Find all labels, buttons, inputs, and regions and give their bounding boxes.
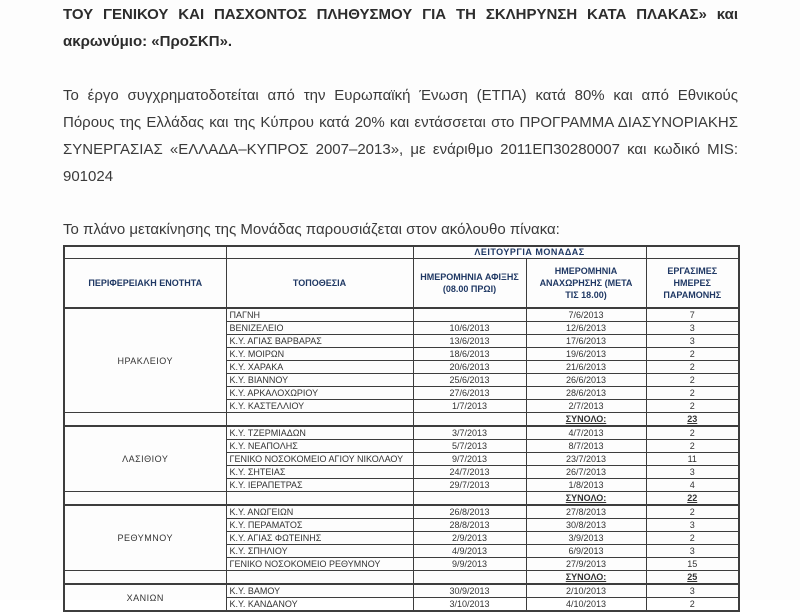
departure-date-cell: 23/7/2013 xyxy=(526,453,646,466)
arrival-date-cell: 2/9/2013 xyxy=(413,532,526,545)
departure-date-cell: 19/6/2013 xyxy=(526,348,646,361)
total-row xyxy=(64,413,739,427)
arrival-date-cell: 26/8/2013 xyxy=(413,505,526,519)
total-empty-region xyxy=(64,571,226,585)
location-cell: Κ.Υ. ΑΓΙΑΣ ΦΩΤΕΙΝΗΣ xyxy=(226,532,413,545)
arrival-date-cell: 3/10/2013 xyxy=(413,598,526,612)
working-days-cell: 2 xyxy=(646,400,739,413)
working-days-cell: 2 xyxy=(646,374,739,387)
table-intro-text: Το πλάνο μετακίνησης της Μονάδας παρουσιάζεται στον ακόλουθο πίνακα: xyxy=(63,221,560,238)
total-empty-location xyxy=(226,492,413,506)
total-row xyxy=(64,571,739,585)
location-cell: Κ.Υ. ΒΙΑΝΝΟΥ xyxy=(226,374,413,387)
arrival-date-cell: 13/6/2013 xyxy=(413,335,526,348)
document-content xyxy=(63,0,738,612)
working-days-cell: 2 xyxy=(646,440,739,453)
departure-date-cell: 21/6/2013 xyxy=(526,361,646,374)
departure-date-cell: 4/7/2013 xyxy=(526,426,646,440)
total-empty-region xyxy=(64,413,226,427)
region-cell: ΗΡΑΚΛΕΙΟΥ xyxy=(64,308,226,413)
col-header-arrival: ΗΜΕΡΟΜΗΝΙΑ ΑΦΙΞΗΣ (08.00 ΠΡΩΙ) xyxy=(413,259,526,309)
arrival-date-cell: 18/6/2013 xyxy=(413,348,526,361)
movement-table-body xyxy=(64,308,739,611)
departure-date-cell: 2/7/2013 xyxy=(526,400,646,413)
location-cell: Κ.Υ. ΣΗΤΕΙΑΣ xyxy=(226,466,413,479)
arrival-date-cell: 1/7/2013 xyxy=(413,400,526,413)
working-days-cell: 2 xyxy=(646,505,739,519)
working-days-cell: 3 xyxy=(646,335,739,348)
working-days-cell: 2 xyxy=(646,426,739,440)
arrival-date-cell: 9/9/2013 xyxy=(413,558,526,571)
total-label: ΣΥΝΟΛΟ: xyxy=(526,413,646,427)
working-days-cell: 2 xyxy=(646,532,739,545)
working-days-cell: 11 xyxy=(646,453,739,466)
departure-date-cell: 27/9/2013 xyxy=(526,558,646,571)
working-days-cell: 15 xyxy=(646,558,739,571)
funding-paragraph: Το έργο συγχρηματοδοτείται από την Ευρωπαϊκή Ένωση (ΕΤΠΑ) κατά 80% και από Εθνικούς Πόρους της Ελλάδας και της Κύπρου κατά 20% και εντάσσεται στο ΠΡΟΓΡΑΜΜΑ ΔΙΑΣΥΝΟΡΙΑΚΗΣ ΣΥΝΕΡΓΑΣΙΑΣ «ΕΛΛΑΔΑ–ΚΥΠΡΟΣ 2007–2013», με ενάριθμο 2011ΕΠ30280007 και κωδικό MIS: 901024 xyxy=(63,87,738,185)
col-header-days: ΕΡΓΑΣΙΜΕΣ ΗΜΕΡΕΣ ΠΑΡΑΜΟΝΗΣ xyxy=(646,259,739,309)
location-cell: Κ.Υ. ΚΑΝΔΑΝΟΥ xyxy=(226,598,413,612)
departure-date-cell: 3/9/2013 xyxy=(526,532,646,545)
departure-date-cell: 17/6/2013 xyxy=(526,335,646,348)
location-cell: ΠΑΓΝΗ xyxy=(226,308,413,322)
arrival-date-cell: 5/7/2013 xyxy=(413,440,526,453)
working-days-cell: 2 xyxy=(646,361,739,374)
total-empty-arrival xyxy=(413,413,526,427)
location-cell: Κ.Υ. ΑΓΙΑΣ ΒΑΡΒΑΡΑΣ xyxy=(226,335,413,348)
table-row xyxy=(64,426,739,440)
departure-date-cell: 7/6/2013 xyxy=(526,308,646,322)
table-row xyxy=(64,505,739,519)
total-empty-location xyxy=(226,571,413,585)
col-header-region: ΠΕΡΙΦΕΡΕΙΑΚΗ ΕΝΟΤΗΤΑ xyxy=(64,259,226,309)
working-days-cell: 3 xyxy=(646,545,739,558)
location-cell: ΓΕΝΙΚΟ ΝΟΣΟΚΟΜΕΙΟ ΡΕΘΥΜΝΟΥ xyxy=(226,558,413,571)
working-days-cell: 3 xyxy=(646,519,739,532)
arrival-date-cell: 3/7/2013 xyxy=(413,426,526,440)
column-header-row xyxy=(64,259,739,309)
working-days-cell: 3 xyxy=(646,466,739,479)
departure-date-cell: 27/8/2013 xyxy=(526,505,646,519)
col-header-departure: ΗΜΕΡΟΜΗΝΙΑ ΑΝΑΧΩΡΗΣΗΣ (ΜΕΤΑ ΤΙΣ 18.00) xyxy=(526,259,646,309)
working-days-cell: 2 xyxy=(646,348,739,361)
total-empty-location xyxy=(226,413,413,427)
group-header-empty-location xyxy=(226,246,413,259)
total-value: 22 xyxy=(646,492,739,506)
total-empty-arrival xyxy=(413,492,526,506)
total-empty-region xyxy=(64,492,226,506)
departure-date-cell: 26/7/2013 xyxy=(526,466,646,479)
group-header-empty-region xyxy=(64,246,226,259)
location-cell: Κ.Υ. ΒΑΜΟΥ xyxy=(226,584,413,598)
working-days-cell: 2 xyxy=(646,387,739,400)
departure-date-cell: 6/9/2013 xyxy=(526,545,646,558)
location-cell: Κ.Υ. ΙΕΡΑΠΕΤΡΑΣ xyxy=(226,479,413,492)
working-days-cell: 3 xyxy=(646,322,739,335)
table-row xyxy=(64,584,739,598)
departure-date-cell: 12/6/2013 xyxy=(526,322,646,335)
col-header-location: ΤΟΠΟΘΕΣΙΑ xyxy=(226,259,413,309)
departure-date-cell: 26/6/2013 xyxy=(526,374,646,387)
total-value: 25 xyxy=(646,571,739,585)
movement-plan-table xyxy=(63,245,740,612)
location-cell: Κ.Υ. ΚΑΣΤΕΛΛΙΟΥ xyxy=(226,400,413,413)
arrival-date-cell: 20/6/2013 xyxy=(413,361,526,374)
location-cell: ΒΕΝΙΖΕΛΕΙΟ xyxy=(226,322,413,335)
arrival-date-cell: 30/9/2013 xyxy=(413,584,526,598)
location-cell: Κ.Υ. ΑΝΩΓΕΙΩΝ xyxy=(226,505,413,519)
document-heading: ΤΟΥ ΓΕΝΙΚΟΥ ΚΑΙ ΠΑΣΧΟΝΤΟΣ ΠΛΗΘΥΣΜΟΥ ΓΙΑ ΤΗ ΣΚΛΗΡΥΝΣΗ ΚΑΤΑ ΠΛΑΚΑΣ» και ακρωνύμιο: «ΠροΣΚΠ». xyxy=(63,6,738,50)
arrival-date-cell: 28/8/2013 xyxy=(413,519,526,532)
arrival-date-cell: 25/6/2013 xyxy=(413,374,526,387)
location-cell: Κ.Υ. ΑΡΚΑΛΟΧΩΡΙΟΥ xyxy=(226,387,413,400)
arrival-date-cell xyxy=(413,308,526,322)
arrival-date-cell: 24/7/2013 xyxy=(413,466,526,479)
table-row xyxy=(64,308,739,322)
departure-date-cell: 4/10/2013 xyxy=(526,598,646,612)
departure-date-cell: 8/7/2013 xyxy=(526,440,646,453)
working-days-cell: 2 xyxy=(646,598,739,612)
working-days-cell: 7 xyxy=(646,308,739,322)
arrival-date-cell: 4/9/2013 xyxy=(413,545,526,558)
total-empty-arrival xyxy=(413,571,526,585)
working-days-cell: 4 xyxy=(646,479,739,492)
working-days-cell: 3 xyxy=(646,584,739,598)
total-row xyxy=(64,492,739,506)
total-label: ΣΥΝΟΛΟ: xyxy=(526,571,646,585)
location-cell: Κ.Υ. ΣΠΗΛΙΟΥ xyxy=(226,545,413,558)
region-cell: ΡΕΘΥΜΝΟΥ xyxy=(64,505,226,571)
total-label: ΣΥΝΟΛΟ: xyxy=(526,492,646,506)
region-cell: ΧΑΝΙΩΝ xyxy=(64,584,226,611)
group-header-row xyxy=(64,246,739,259)
location-cell: Κ.Υ. ΠΕΡΑΜΑΤΟΣ xyxy=(226,519,413,532)
arrival-date-cell: 9/7/2013 xyxy=(413,453,526,466)
arrival-date-cell: 27/6/2013 xyxy=(413,387,526,400)
departure-date-cell: 1/8/2013 xyxy=(526,479,646,492)
departure-date-cell: 28/6/2013 xyxy=(526,387,646,400)
location-cell: Κ.Υ. ΝΕΑΠΟΛΗΣ xyxy=(226,440,413,453)
arrival-date-cell: 29/7/2013 xyxy=(413,479,526,492)
total-value: 23 xyxy=(646,413,739,427)
departure-date-cell: 30/8/2013 xyxy=(526,519,646,532)
group-header-empty-days xyxy=(646,246,739,259)
location-cell: Κ.Υ. ΜΟΙΡΩΝ xyxy=(226,348,413,361)
group-header-unit-operation: ΛΕΙΤΟΥΡΓΙΑ ΜΟΝΑΔΑΣ xyxy=(413,246,646,259)
arrival-date-cell: 10/6/2013 xyxy=(413,322,526,335)
location-cell: Κ.Υ. ΤΖΕΡΜΙΑΔΩΝ xyxy=(226,426,413,440)
location-cell: ΓΕΝΙΚΟ ΝΟΣΟΚΟΜΕΙΟ ΑΓΙΟΥ ΝΙΚΟΛΑΟΥ xyxy=(226,453,413,466)
region-cell: ΛΑΣΙΘΙΟΥ xyxy=(64,426,226,492)
departure-date-cell: 2/10/2013 xyxy=(526,584,646,598)
location-cell: Κ.Υ. ΧΑΡΑΚΑ xyxy=(226,361,413,374)
